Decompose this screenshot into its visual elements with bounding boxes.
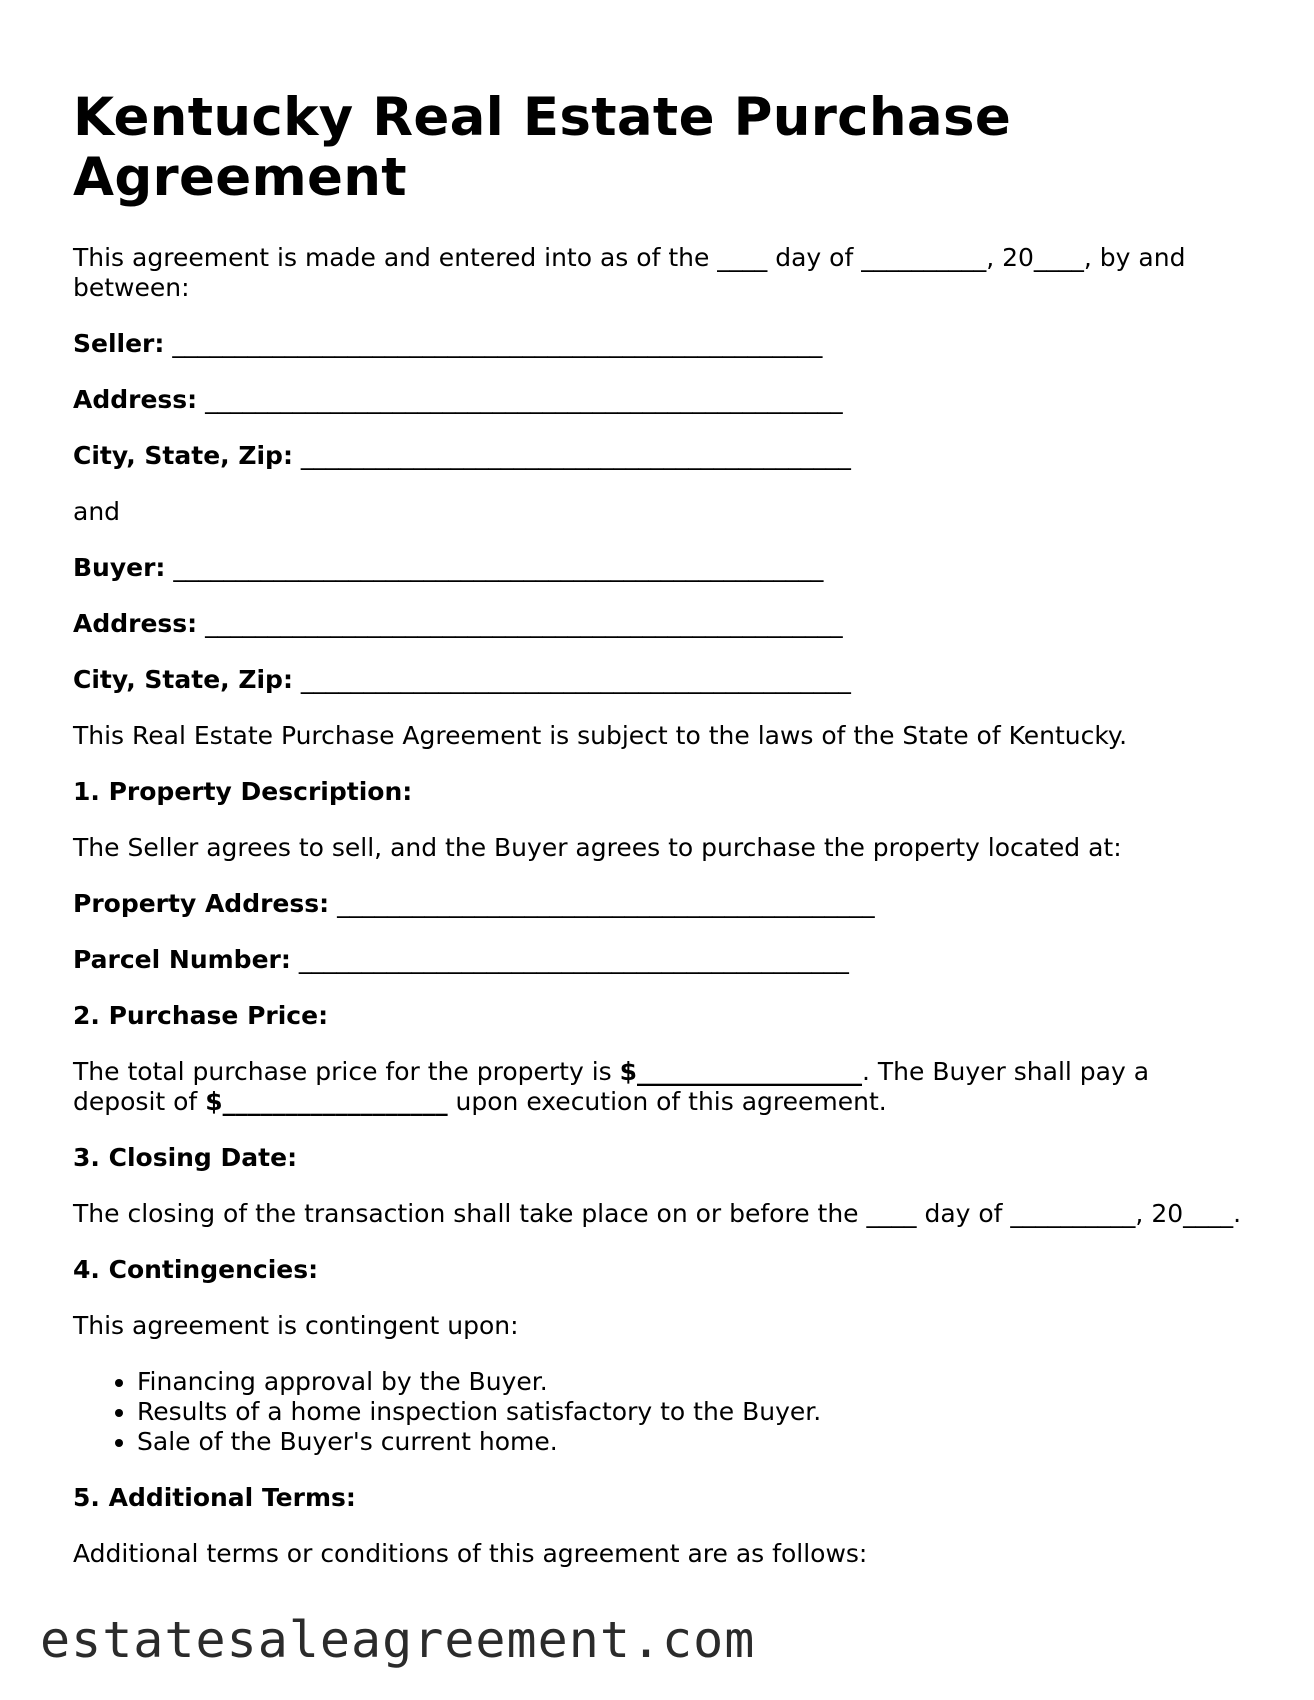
buyer-city-label: City, State, Zip: — [73, 665, 293, 694]
section-4-heading: 4. Contingencies: — [73, 1255, 319, 1284]
buyer-city-blank: ____________________________________________ — [300, 665, 851, 694]
section-2-text — [73, 1057, 1243, 1117]
seller-address-field — [73, 385, 1243, 415]
section-4-text: This agreement is contingent upon: — [73, 1311, 519, 1340]
seller-address-blank: ___________________________________________________ — [205, 385, 843, 414]
section-1-text: The Seller agrees to sell, and the Buyer agrees to purchase the property located at: — [73, 833, 1122, 862]
list-item: • Sale of the Buyer's current home. — [137, 1427, 1243, 1457]
price-text-c: upon execution of this agreement. — [447, 1087, 887, 1116]
buyer-name-blank: ____________________________________________________ — [173, 553, 824, 582]
deposit-blank: $__________________ — [205, 1087, 448, 1116]
parcel-number-field — [73, 945, 1243, 975]
seller-name-field — [73, 329, 1243, 359]
section-5-heading: 5. Additional Terms: — [73, 1483, 356, 1512]
seller-name-blank: ____________________________________________________ — [172, 329, 823, 358]
parcel-number-blank: ____________________________________________ — [298, 945, 849, 974]
buyer-name-field — [73, 553, 1243, 583]
seller-city-label: City, State, Zip: — [73, 441, 293, 470]
and-text: and — [73, 497, 121, 526]
property-address-blank: ___________________________________________ — [337, 889, 875, 918]
section-5-text: Additional terms or conditions of this agreement are as follows: — [73, 1539, 868, 1568]
seller-city-field — [73, 441, 1243, 471]
buyer-name-label: Buyer: — [73, 553, 166, 582]
section-1-heading: 1. Property Description: — [73, 777, 413, 806]
property-address-label: Property Address: — [73, 889, 330, 918]
list-item: • Results of a home inspection satisfactory to the Buyer. — [137, 1397, 1243, 1427]
property-address-field — [73, 889, 1243, 919]
price-text-a: The total purchase price for the property is — [73, 1057, 620, 1086]
seller-address-label: Address: — [73, 385, 198, 414]
price-text-b: . The Buyer shall pay a deposit of — [73, 1057, 1150, 1116]
section-2-heading: 2. Purchase Price: — [73, 1001, 329, 1030]
document-title: Kentucky Real Estate Purchase Agreement — [73, 87, 1012, 208]
intro-paragraph: This agreement is made and entered into as of the ____ day of __________, 20____, by and between: — [73, 243, 1186, 302]
section-3-heading: 3. Closing Date: — [73, 1143, 298, 1172]
seller-name-label: Seller: — [73, 329, 165, 358]
buyer-address-field — [73, 609, 1243, 639]
buyer-address-blank: ___________________________________________________ — [205, 609, 843, 638]
purchase-price-blank: $__________________ — [619, 1057, 863, 1086]
section-3-text: The closing of the transaction shall take place on or before the ____ day of __________, 20____. — [73, 1199, 1242, 1228]
list-item: • Financing approval by the Buyer. — [137, 1367, 1243, 1397]
site-watermark: estatesaleagreement.com — [40, 1611, 756, 1669]
contingency-list — [73, 1367, 1243, 1457]
document-page — [73, 88, 1243, 1595]
governing-law-text: This Real Estate Purchase Agreement is subject to the laws of the State of Kentucky. — [73, 721, 1128, 750]
parcel-number-label: Parcel Number: — [73, 945, 291, 974]
seller-city-blank: ____________________________________________ — [300, 441, 851, 470]
buyer-address-label: Address: — [73, 609, 198, 638]
buyer-city-field — [73, 665, 1243, 695]
